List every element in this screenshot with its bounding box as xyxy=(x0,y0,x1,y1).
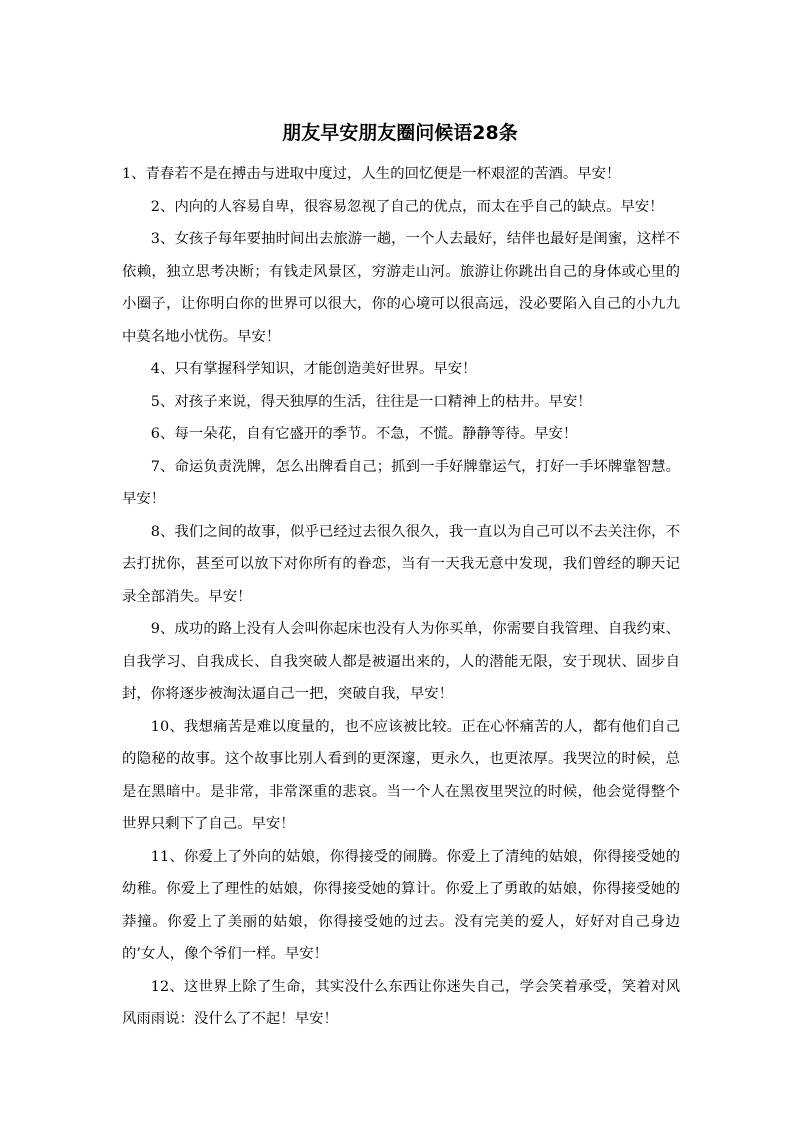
paragraph-9: 9、成功的路上没有人会叫你起床也没有人为你买单，你需要自我管理、自我约束、自我学习、自我成长、自我突破人都是被逼出来的，人的潜能无限，安于现状、固步自封，你将逐步被淘汰逼自己一把，突破自我，早安！ xyxy=(122,621,680,702)
paragraph-10: 10、我想痛苦是难以度量的，也不应该被比较。正在心怀痛苦的人，都有他们自己的隐秘的故事。这个故事比别人看到的更深邃，更永久，也更浓厚。我哭泣的时候，总是在黑暗中。是非常，非常深重的悲哀。当一个人在黑夜里哭泣的时候，他会觉得整个世界只剩下了自己。早安！ xyxy=(122,718,680,832)
document-body xyxy=(122,158,680,1036)
paragraph-7: 7、命运负责洗牌，怎么出牌看自己；抓到一手好牌靠运气，打好一手坏牌靠智慧。早安！ xyxy=(122,458,680,507)
paragraph-12: 12、这世界上除了生命，其实没什么东西让你迷失自己，学会笑着承受，笑着对风风雨雨说：没什么了不起！早安！ xyxy=(122,978,680,1027)
paragraph-5: 5、对孩子来说，得天独厚的生活，往往是一口精神上的枯井。早安！ xyxy=(150,393,592,410)
paragraph-2: 2、内向的人容易自卑，很容易忽视了自己的优点，而太在乎自己的缺点。早安！ xyxy=(150,198,664,215)
paragraph-11: 11、你爱上了外向的姑娘，你得接受的闹腾。你爱上了清纯的姑娘，你得接受她的幼稚。你爱上了理性的姑娘，你得接受她的算计。你爱上了勇敢的姑娘，你得接受她的莽撞。你爱上了美丽的姑娘，你得接受她的过去。没有完美的爱人，好好对自己身边的’女人，像个爷们一样。早安！ xyxy=(122,848,680,962)
paragraph-4: 4、只有掌握科学知识，才能创造美好世界。早安！ xyxy=(150,361,477,377)
paragraph-6: 6、每一朵花，自有它盛开的季节。不急，不慌。静静等待。早安！ xyxy=(150,426,578,442)
paragraph-3: 3、女孩子每年要抽时间出去旅游一趟，一个人去最好，结伴也最好是闺蜜，这样不依赖，独立思考决断；有钱走风景区，穷游走山河。旅游让你跳出自己的身体或心里的小圈子，让你明白你的世界可以很大，你的心境可以很高远，没必要陷入自己的小九九中莫名地小忧伤。早安！ xyxy=(122,231,680,345)
document-title: 朋友早安朋友圈问候语28条 xyxy=(282,122,518,144)
paragraph-8: 8、我们之间的故事，似乎已经过去很久很久，我一直以为自己可以不去关注你，不去打扰你，甚至可以放下对你所有的眷恋，当有一天我无意中发现，我们曾经的聊天记录全部消失。早安！ xyxy=(122,523,680,605)
paragraph-1: 1、青春若不是在搏击与进取中度过，人生的回忆便是一杯艰涩的苦酒。早安！ xyxy=(122,166,621,182)
